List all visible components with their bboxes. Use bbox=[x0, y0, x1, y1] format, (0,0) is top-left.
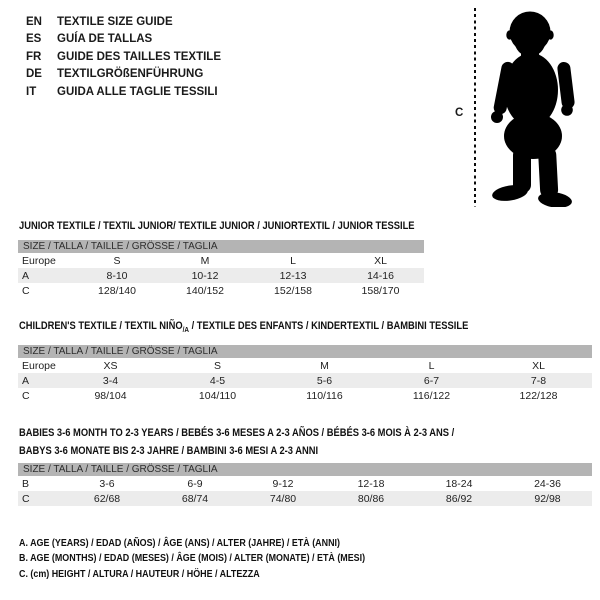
language-code: EN bbox=[26, 15, 42, 28]
size-header-label: SIZE / TALLA / TAILLE / GRÖSSE / TAGLIA bbox=[18, 345, 592, 358]
table-cell: 104/110 bbox=[198, 389, 237, 402]
table-cell: XS bbox=[103, 359, 118, 372]
junior-size-table bbox=[18, 240, 424, 298]
row-label: C bbox=[22, 284, 30, 297]
legend-notes bbox=[19, 536, 365, 582]
table-cell: M bbox=[200, 254, 210, 267]
table-cell: XL bbox=[374, 254, 387, 267]
table-cell: 98/104 bbox=[94, 389, 127, 402]
table-cell: 8-10 bbox=[73, 268, 161, 283]
babies-size-table bbox=[18, 463, 592, 506]
junior-table-title: JUNIOR TEXTILE / TEXTIL JUNIOR/ TEXTILE JUNIOR / JUNIORTEXTIL / JUNIOR TESSILE bbox=[19, 220, 415, 232]
language-code: FR bbox=[26, 50, 42, 63]
table-cell: 6-7 bbox=[378, 373, 485, 388]
babies-title-line1: BABIES 3-6 MONTH TO 2-3 YEARS / BEBÉS 3-6 MESES A 2-3 AÑOS / BÉBÉS 3-6 MOIS À 2-3 ANS / bbox=[19, 427, 455, 439]
language-code: DE bbox=[26, 68, 42, 81]
table-row bbox=[18, 388, 592, 403]
table-cell: 9-12 bbox=[272, 477, 294, 490]
guide-title: GUÍA DE TALLAS bbox=[57, 33, 153, 46]
babies-title-line2: BABYS 3-6 MONATE BIS 2-3 JAHRE / BAMBINI 3-6 MESI A 2-3 ANNI bbox=[19, 445, 319, 457]
row-label: Europe bbox=[22, 254, 56, 267]
table-cell: 10-12 bbox=[161, 268, 249, 283]
size-header-label: SIZE / TALLA / TAILLE / GRÖSSE / TAGLIA bbox=[18, 463, 592, 476]
note-height-cm: C. (cm) HEIGHT / ALTURA / HAUTEUR / HÖHE / ALTEZZA bbox=[19, 567, 260, 580]
table-cell: 24-36 bbox=[534, 477, 561, 490]
children-title-post: / TEXTILE DES ENFANTS / KINDERTEXTIL / BAMBINI TESSILE bbox=[188, 320, 469, 332]
language-row-fr bbox=[26, 48, 221, 66]
table-cell: M bbox=[320, 359, 329, 372]
height-dashed-line bbox=[474, 8, 476, 207]
language-title-list bbox=[26, 13, 221, 101]
table-cell: 4-5 bbox=[164, 373, 271, 388]
table-row bbox=[18, 253, 424, 268]
table-cell: 158/170 bbox=[361, 284, 400, 297]
table-cell: S bbox=[113, 254, 121, 267]
size-header-label: SIZE / TALLA / TAILLE / GRÖSSE / TAGLIA bbox=[18, 240, 424, 253]
row-label: C bbox=[22, 389, 30, 402]
toddler-silhouette-icon bbox=[480, 5, 598, 207]
table-cell: 12-18 bbox=[357, 477, 385, 490]
table-cell: 18-24 bbox=[445, 477, 473, 490]
table-cell: 152/158 bbox=[274, 284, 312, 297]
table-row bbox=[18, 358, 592, 373]
size-header-band bbox=[18, 463, 592, 476]
size-header-band bbox=[18, 345, 592, 358]
size-header-band bbox=[18, 240, 424, 253]
table-cell: 68/74 bbox=[151, 491, 239, 506]
table-cell: 3-6 bbox=[99, 477, 115, 490]
language-row-en bbox=[26, 13, 221, 31]
table-cell: 3-4 bbox=[57, 373, 164, 388]
table-cell: 110/116 bbox=[306, 389, 343, 402]
table-cell: XL bbox=[532, 359, 545, 372]
table-cell: 128/140 bbox=[98, 284, 136, 297]
row-label: A bbox=[18, 268, 73, 283]
row-label: A bbox=[18, 373, 57, 388]
table-cell: 80/86 bbox=[327, 491, 415, 506]
table-row bbox=[18, 373, 592, 388]
language-code: ES bbox=[26, 33, 42, 46]
table-row bbox=[18, 268, 424, 283]
table-cell: S bbox=[213, 359, 221, 372]
table-cell: L bbox=[428, 359, 435, 372]
guide-title: GUIDE DES TAILLES TEXTILE bbox=[57, 50, 221, 63]
guide-title: TEXTILE SIZE GUIDE bbox=[57, 15, 173, 28]
table-cell: 140/152 bbox=[186, 284, 224, 297]
language-row-de bbox=[26, 66, 221, 84]
table-cell: 92/98 bbox=[503, 491, 592, 506]
table-cell: 12-13 bbox=[249, 268, 337, 283]
language-row-it bbox=[26, 83, 221, 101]
table-row bbox=[18, 491, 592, 506]
language-row-es bbox=[26, 31, 221, 49]
table-cell: L bbox=[290, 254, 296, 267]
note-age-years: A. AGE (YEARS) / EDAD (AÑOS) / ÂGE (ANS) / ALTER (JAHRE) / ETÀ (ANNI) bbox=[19, 537, 340, 549]
table-cell: 116/122 bbox=[412, 389, 451, 402]
children-size-table bbox=[18, 345, 592, 403]
guide-title: GUIDA ALLE TAGLIE TESSILI bbox=[57, 85, 218, 98]
height-label-c: C bbox=[455, 107, 464, 119]
children-title-pre: CHILDREN'S TEXTILE / TEXTIL NIÑO bbox=[19, 320, 183, 332]
table-cell: 14-16 bbox=[337, 268, 424, 283]
table-cell: 6-9 bbox=[187, 477, 203, 490]
guide-title: TEXTILGRÖßENFÜHRUNG bbox=[57, 68, 204, 81]
table-cell: 5-6 bbox=[271, 373, 378, 388]
table-cell: 62/68 bbox=[63, 491, 151, 506]
note-age-months: B. AGE (MONTHS) / EDAD (MESES) / ÂGE (MOIS) / ALTER (MONATE) / ETÀ (MESI) bbox=[19, 552, 366, 565]
children-title-sub: /A bbox=[182, 325, 189, 335]
row-label: Europe bbox=[22, 359, 56, 372]
table-cell: 122/128 bbox=[519, 389, 558, 402]
table-cell: 7-8 bbox=[485, 373, 592, 388]
table-row bbox=[18, 476, 592, 491]
babies-table-title bbox=[19, 424, 454, 460]
row-label: C bbox=[18, 491, 63, 506]
children-table-title bbox=[19, 320, 468, 334]
row-label: B bbox=[22, 477, 30, 490]
language-code: IT bbox=[26, 85, 37, 98]
table-cell: 86/92 bbox=[415, 491, 503, 506]
table-cell: 74/80 bbox=[239, 491, 327, 506]
table-row bbox=[18, 283, 424, 298]
